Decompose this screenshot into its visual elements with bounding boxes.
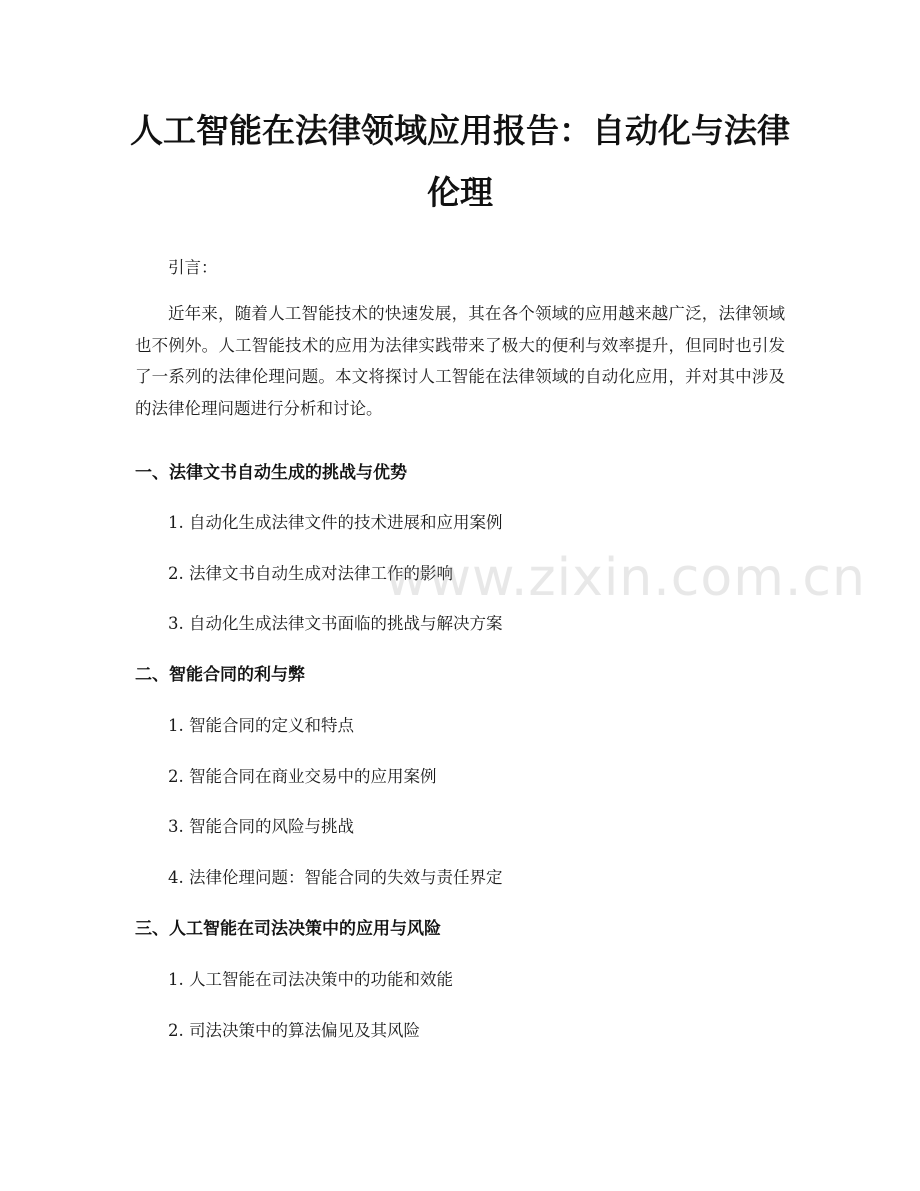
section-2-item-2: 2. 智能合同在商业交易中的应用案例 <box>168 767 437 786</box>
document-title: 人工智能在法律领域应用报告：自动化与法律伦理 <box>130 111 790 212</box>
intro-label: 引言： <box>168 258 218 277</box>
section-1-item-3: 3. 自动化生成法律文书面临的挑战与解决方案 <box>168 614 503 633</box>
section-1-item-2: 2. 法律文书自动生成对法律工作的影响 <box>168 564 453 583</box>
section-heading-2: 二、智能合同的利与弊 <box>135 665 305 685</box>
section-1-item-1: 1. 自动化生成法律文件的技术进展和应用案例 <box>168 513 503 532</box>
section-2-item-3: 3. 智能合同的风险与挑战 <box>168 817 354 836</box>
section-heading-1: 一、法律文书自动生成的挑战与优势 <box>135 463 407 483</box>
watermark: www.zixin.com.cn <box>385 548 866 608</box>
section-2-item-1: 1. 智能合同的定义和特点 <box>168 716 354 735</box>
section-heading-3: 三、人工智能在司法决策中的应用与风险 <box>135 919 441 939</box>
intro-paragraph: 近年来，随着人工智能技术的快速发展，其在各个领域的应用越来越广泛，法律领域也不例外。人工智能技术的应用为法律实践带来了极大的便利与效率提升，但同时也引发了一系列的法律伦理问题。本文将探讨人工智能在法律领域的自动化应用，并对其中涉及的法律伦理问题进行分析和讨论。 <box>135 304 785 418</box>
section-2-item-4: 4. 法律伦理问题：智能合同的失效与责任界定 <box>168 868 503 887</box>
section-3-item-1: 1. 人工智能在司法决策中的功能和效能 <box>168 970 453 989</box>
section-3-item-2: 2. 司法决策中的算法偏见及其风险 <box>168 1021 420 1040</box>
